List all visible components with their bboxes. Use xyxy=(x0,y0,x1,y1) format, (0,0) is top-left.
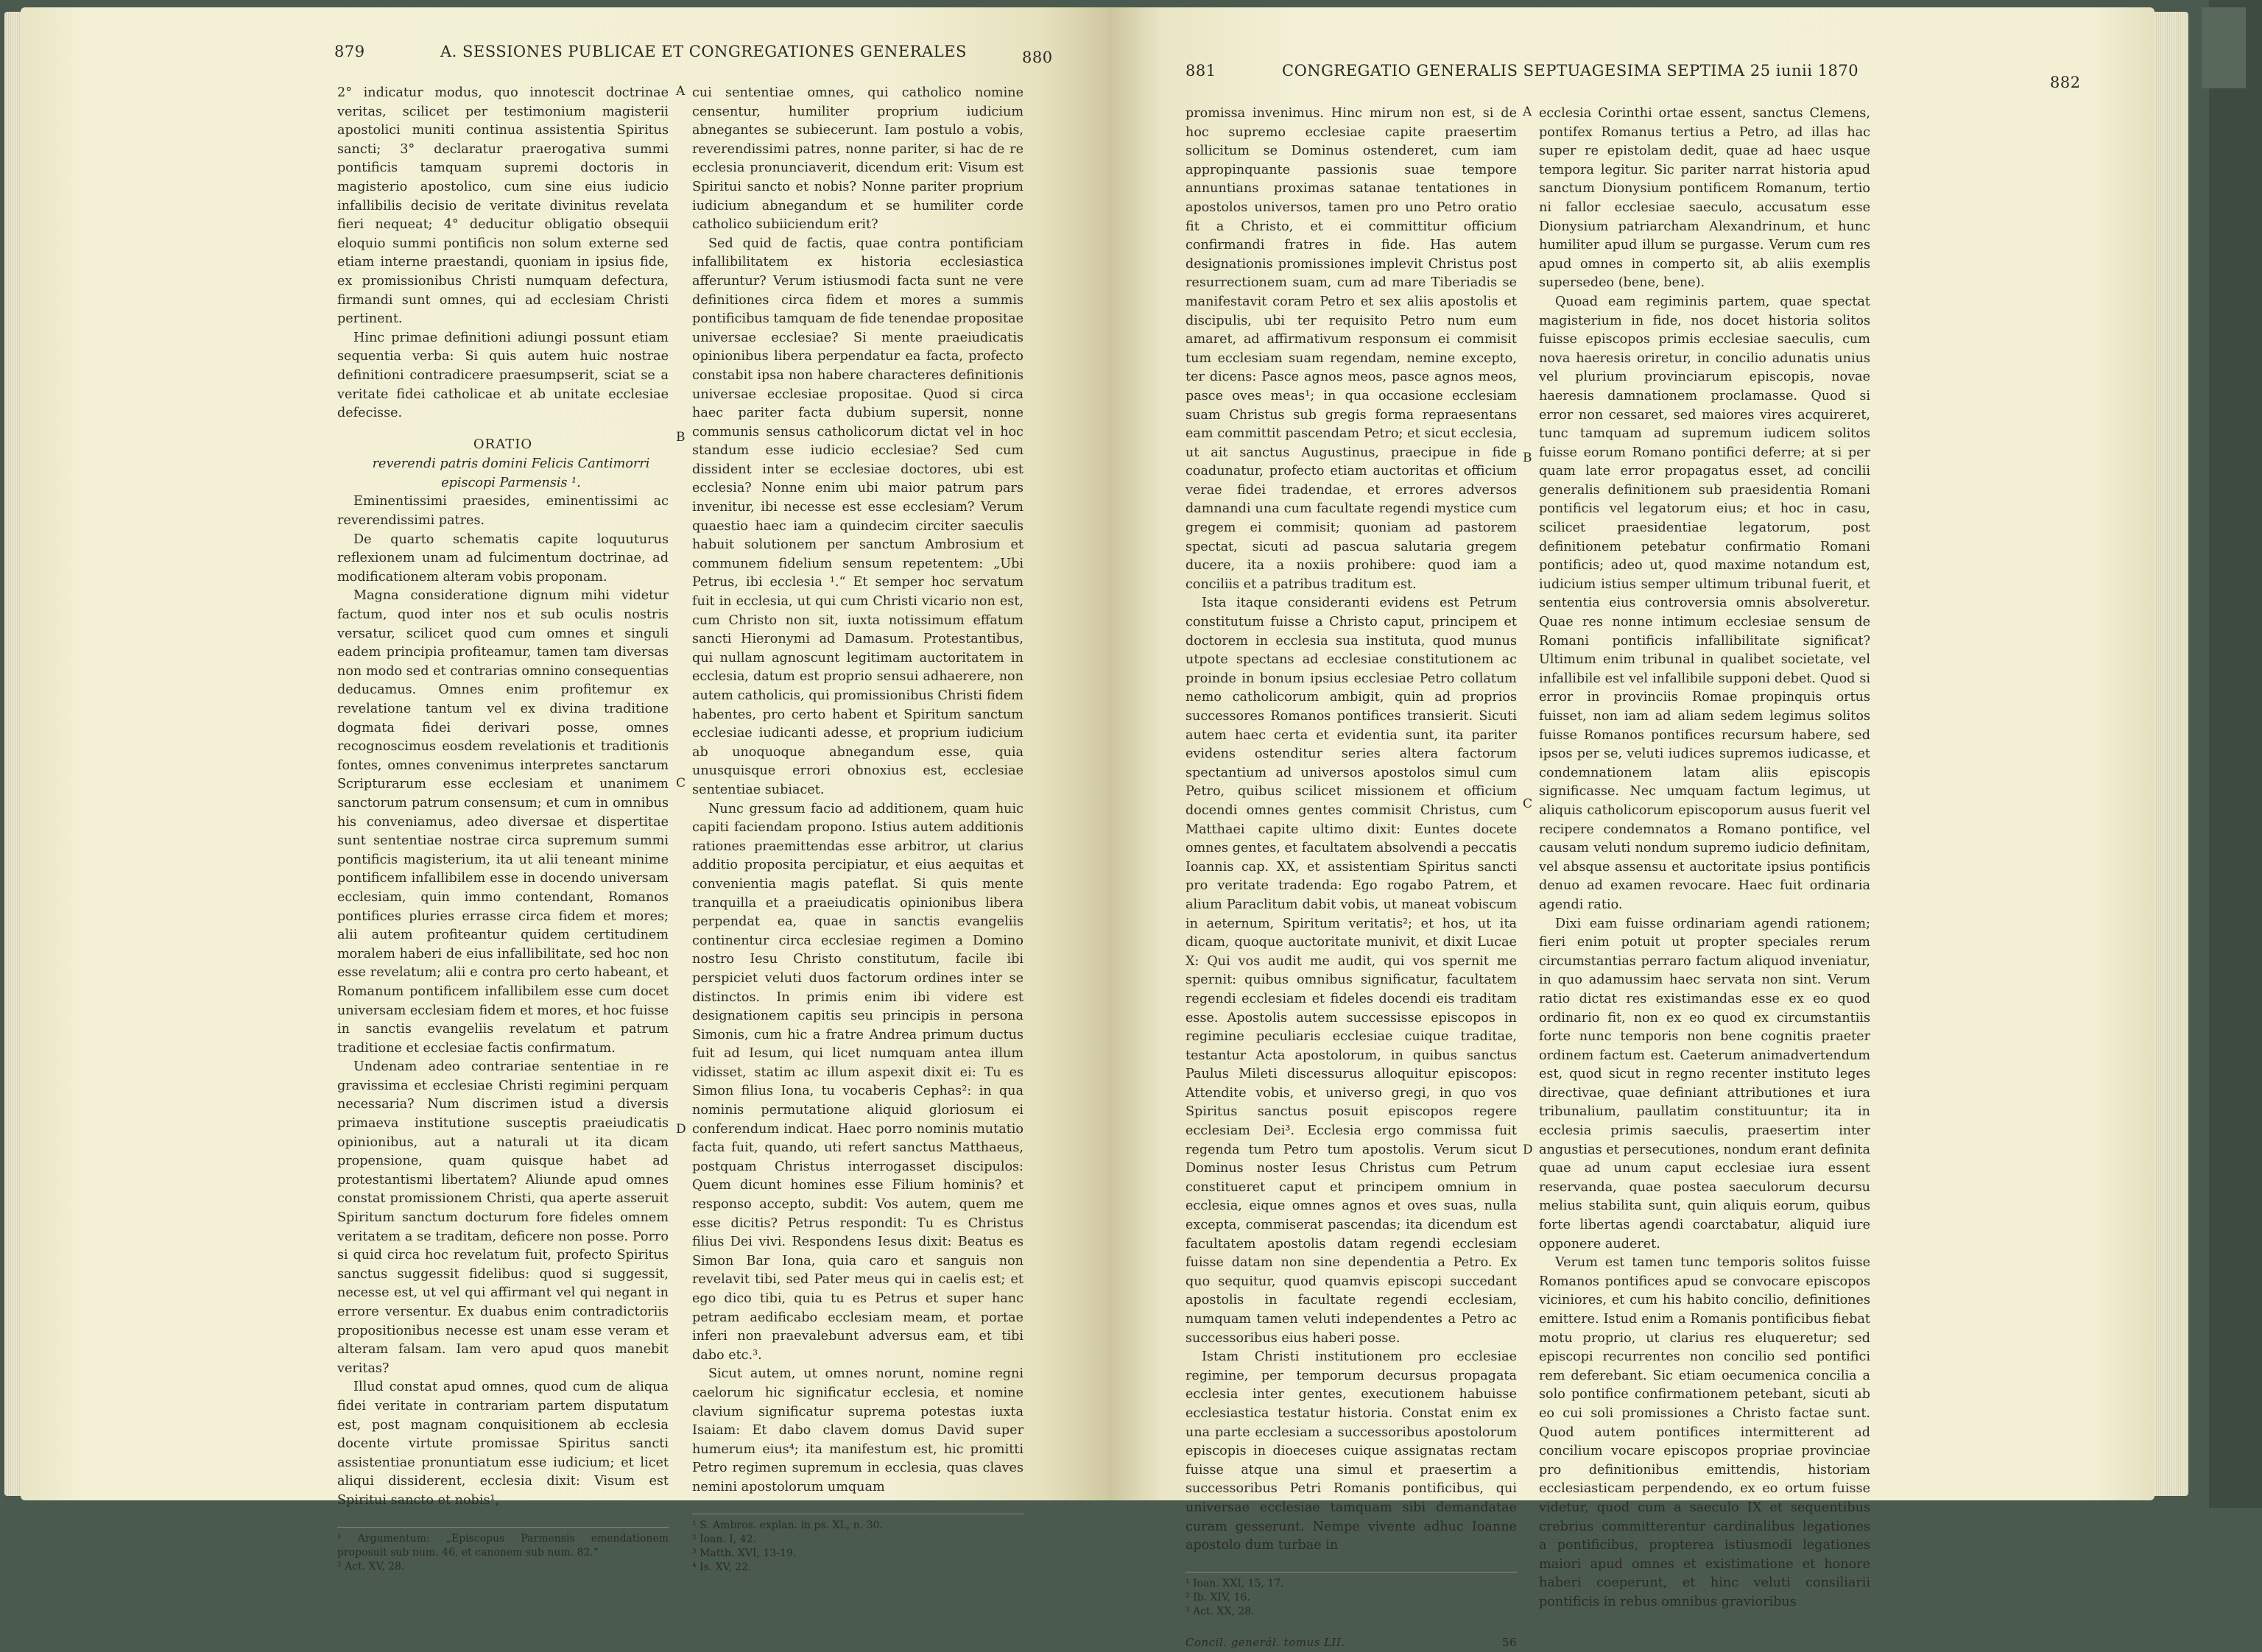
paragraph: Undenam adeo contrariae sententiae in re gravissima et ecclesiae Christi regimini perquam necessaria? Num discrimen istud a diversis primaeva institutione susceptis praeiudicatis opinionibus, aut a naturali ut ita dicam propensione, quam quisque habet ad protestantismi libertatem? Aliunde apud omnes constat promissionem Christi, qua aperte asseruit Spiritum sanctum docturum fore fideles omnem veritatem a se traditam, deficere non posse. Porro si quid circa hoc revelatum fuit, profecto Spiritus sanctus suggessit fidelibus: quod si suggessit, necesse est, ut vel qui affirmant vel qui negant in errore versentur. Ex duabus enim contradictoriis propositionibus necesse est unam esse veram et alteram falsam. Iam vero apud quos manebit veritas? xyxy=(337,1059,669,1376)
paragraph: Verum est tamen tunc temporis solitos fuisse Romanos pontifices apud se convocare episcopos viciniores, et cum his habito concilio, definitiones emittere. Istud enim a Romanis pontificibus fiebat motu proprio, ut clarius res eluqueretur; sed episcopi recurrentes non concilio sed pontifici rem deferebant. Sic etiam oecumenica concilia a solo pontifice confirmationem petebant, sicuti ab eo cui soli promissiones a Christo factae sunt. Quod autem pontifices intermitterent ad concilium vocare episcopos propriae provinciae pro definitionibus emittendis, historiam ecclesiasticam perpendendo, ex eo ortum fuisse videtur, quod cum a saeculo IX et sequentibus crebrius committerentur cardinalibus legationes a pontificibus, propterea istiusmodi legationes maiori apud omnes et existimatione et honore haberi coeperunt, et hinc veluti consiliarii pontificis in rebus omnibus gravioribus xyxy=(1539,1255,1870,1609)
signature-number: 56 xyxy=(1501,1635,1517,1649)
right-page xyxy=(1109,7,2154,1649)
left-page-column-1 xyxy=(337,84,669,1574)
paragraph: promissa invenimus. Hinc mirum non est, si de hoc supremo ecclesiae capite praesertim sollicitum se Dominus ostenderet, cum iam appropinquante passionis suae tempore annuntians proximas satanae tentationes in apostolos universos, tamen pro uno Petro oratio fit a Christo, et ei committitur officium confirmandi fratres in fide. Has autem designationis promissiones implevit Christus post resurrectionem suam, cum ad mare Tiberiadis se manifestavit coram Petro et sex aliis apostolis et discipulis, ubi ter requisito Petro num eum amaret, ad affirmativum responsum ei commisit tum ecclesiam suam regendam, nemine excepto, ter dicens: Pasce agnos meos, pasce agnos meos, pasce oves meas¹; in qua occasione ecclesiam suam Christus sub gregis forma repraesentans eam committit pascendam Petro; et sicut ecclesia, ut ait sanctus Augustinus, praecipue in fide coadunatur, profecto etiam auctoritas et officium verae fidei tradendae, et errores adversos damnandi una cum facultate regendi mystice cum gregem ei commisit; quoniam ad pastorem spectat, sicuti ad pascua salutaria gregem ducere, ita a noxiis prohibere: quod iam a conciliis et a patribus traditum est. xyxy=(1185,106,1517,592)
footnote: ³ Act. XX, 28. xyxy=(1185,1605,1255,1617)
margin-marker-a: A xyxy=(1523,105,1532,119)
paragraph: Sed quid de factis, quae contra pontificiam infallibilitatem ex historia ecclesiastica afferuntur? Verum istiusmodi facta sunt ne vere definitiones circa fidem et mores a summis pontificibus tamquam de fide tenendae propositae universae ecclesiae? Si mente praeiudicatis opinionibus libera perpendatur ea facta, profecto constabit ipsa non habere characteres definitionis universae ecclesiae propositae. Quod si circa haec pariter facta dubium supersit, nonne communis sensus catholicorum dictat vel in hoc standum esse iudicio ecclesiae? Sed cum dissident inter se ecclesiae doctores, ubi est ecclesia? Nonne enim ubi maior patrum pars invenitur, ibi necesse est esse ecclesiam? Verum quaestio haec iam a quindecim circiter saeculis habuit solutionem per sanctum Ambrosium et communem fidelium sensum repetentem: „Ubi Petrus, ibi ecclesia ¹.“ Et semper hoc servatum fuit in ecclesia, ut qui cum Christi vicario non est, cum Christo non sit, iuxta notissimum effatum sancti Hieronymi ad Damasum. Protestantibus, qui nullam agnoscunt legitimam auctoritatem in ecclesia, datum est proprio sensui adhaerere, non autem catholicis, qui promissionibus Christi fidem habentes, pro certo habent et Spiritum sanctum ecclesiae iudicanti adesse, et proprium iudicium ab unoquoque abnegandum esse, quia unusquisque errori obnoxius est, ecclesiae sententiae subiacet. xyxy=(692,236,1023,797)
footnotes xyxy=(1185,1572,1517,1619)
volume-signature: Concil. generál. tomus LII. xyxy=(1185,1635,1345,1649)
page-number-879: 879 xyxy=(334,43,365,60)
paragraph: Magna consideratione dignum mihi videtur factum, quod inter nos et sub oculis nostris versatur, scilicet quod cum omnes et singuli eadem principia profiteamur, tamen tam diversas non modo sed et contrarias omnino consequentias deducamus. Omnes enim profitemur ex revelatione tantum vel ex divina traditione dogmata fidei derivari posse, omnes recognoscimus eosdem revelationis et traditionis fontes, omnes convenimus interpretes sanctarum Scripturarum esse ecclesiam et unanimem sanctorum patrum consensum; et cum in omnibus his conveniamus, adeo diversae et dispertitae sunt sententiae nostrae circa supremum summi pontificis magisterium, ita ut alii teneant minime pontificem infallibilem esse in docendo universam ecclesiam, quin immo contendant, Romanos pontifices pluries errasse circa fidem et mores; alii autem profiteantur quidem certitudinem moralem haberi de eius infallibilitate, sed hoc non esse revelatum; alii e contra pro certo habeant, et Romanum pontificem infallibilem esse cum docet universam ecclesiam fidem et mores, et hoc fuisse in sanctis evangeliis revelatum et patrum traditione et ecclesiae factis confirmatum. xyxy=(337,588,669,1056)
right-page-header xyxy=(1109,43,2154,91)
footnote: ² Act. XV, 28. xyxy=(337,1560,405,1572)
paragraph: Istam Christi institutionem pro ecclesiae regimine, per temporum decursus propagata ecclesia inter gentes, executionem habuisse ecclesiastica testatur historia. Constat enim ex una parte ecclesiam a successoribus apostolorum episcopis in dioeceses cuique assignatas rectam fuisse atque una simul et praesertim a successoribus Petri Romanis pontificibus, qui universae ecclesiae tamquam sibi demandatae curam gesserunt. Nempe vivente adhuc Ioanne apostolo dum turbae in xyxy=(1185,1349,1517,1553)
page-number-882: 882 xyxy=(2050,74,2081,91)
paragraph: Eminentissimi praesides, eminentissimi ac reverendissimi patres. xyxy=(337,494,669,529)
page-number-880: 880 xyxy=(1022,49,1053,66)
footnote: ⁴ Is. XV, 22. xyxy=(692,1561,752,1573)
margin-marker-d: D xyxy=(676,1122,686,1137)
margin-marker-c: C xyxy=(676,776,686,791)
section-subheading: reverendi patris domini Felicis Cantimorri xyxy=(372,456,650,472)
footnote: ² Ib. XIV, 16. xyxy=(1185,1591,1250,1603)
paragraph: 2° indicatur modus, quo innotescit doctrinae veritas, scilicet per testimonium magisterii apostolici muniti continua assistentia Spiritus sancti; 3° declaratur praerogativa summi pontificis tamquam supremi doctoris in magisterio apostolico, cum sine eius iudicio infallibilis decisio de veritate divinitus revelata fieri nequeat; 4° deducitur obligatio obsequii eloquio summi pontificis non solum externe sed etiam interne praestandi, quoniam in ipsius fide, ex promissionibus Christi numquam defectura, firmandi sunt omnes, qui ad ecclesiam Christi pertinent. xyxy=(337,85,669,327)
running-title-left: A. SESSIONES PUBLICAE ET CONGREGATIONES GENERALES xyxy=(440,43,967,60)
left-page-column-2 xyxy=(692,84,1023,1575)
paragraph: Sicut autem, ut omnes norunt, nomine regni caelorum hic significatur ecclesia, et nomine clavium significatur suprema potestas iuxta Isaiam: Et dabo clavem domus David super humerum eius⁴; ita manifestum est, hic promitti Petro regimen supremum in ecclesia, quas claves nemini apostolorum umquam xyxy=(692,1366,1023,1494)
footnotes xyxy=(337,1527,669,1574)
running-title-right: CONGREGATIO GENERALIS SEPTUAGESIMA SEPTIMA 25 iunii 1870 xyxy=(1282,62,1859,80)
page-edges-left xyxy=(4,12,22,1496)
paragraph: Illud constat apud omnes, quod cum de aliqua fidei veritate in contrariam partem disputatum est, post magnam conquisitionem ab ecclesia docente virtute promissae Spiritus sancti assistentiae pronuntiatum esse iudicium; et licet aliqui dissiderent, ecclesia dixit: Visum est Spiritui sancto et nobis¹, xyxy=(337,1380,669,1508)
footnote: ¹ Ioan. XXI, 15, 17. xyxy=(1185,1577,1284,1589)
margin-marker-b: B xyxy=(676,430,686,445)
footnote: ¹ S. Ambros. explan. in ps. XL, n. 30. xyxy=(692,1519,883,1531)
background-strip xyxy=(2209,0,2262,1508)
paragraph: Nunc gressum facio ad additionem, quam huic capiti faciendam propono. Istius autem additionis rationes praemittendas esse arbitror, ut clarius additio proposita percipiatur, et eius aequitas et convenientia magis pateflat. Si quis mente tranquilla et a praeiudicatis opinionibus libera perpendat ea, quae in sanctis evangeliis continentur circa ecclesiae regimen a Domino nostro Iesu Christo constitutum, facile ibi perspiciet veluti duos factorum ordines inter se distinctos. In primis enim ibi videre est designationem capitis seu principis in persona Simonis, cum hic a fratre Andrea primum ductus fuit ad Iesum, qui licet numquam antea illum vidisset, statim ac illum aspexit dixit ei: Tu es Simon filius Iona, tu vocaberis Cephas²: in qua nominis permutatione aliquid gloriosum ei conferendum indicat. Haec porro nominis mutatio facta fuit, quando, uti refert sanctus Matthaeus, postquam Christus interrogasset discipulos: Quem dicunt homines esse Filium hominis? et responso accepto, subdit: Vos autem, quem me esse dicitis? Petrus respondit: Tu es Christus filius Dei vivi. Respondens Iesus dixit: Beatus es Simon Bar Iona, quia caro et sanguis non revelavit tibi, sed Pater meus qui in caelis est; et ego dico tibi, quia tu es Petrus et super hanc petram aedificabo ecclesiam meam, et portae inferi non praevalebunt adversus eam, et tibi dabo etc.³. xyxy=(692,801,1023,1363)
left-page-header xyxy=(21,43,1109,72)
paragraph: Hinc primae definitioni adiungi possunt etiam sequentia verba: Si quis autem huic nostrae definitioni contradicere praesumpserit, sciat se a veritate fidei catholicae et ab unitate ecclesiae defecisse. xyxy=(337,330,669,421)
paragraph: Quoad eam regiminis partem, quae spectat magisterium in fide, nos docet historia solitos fuisse episcopos primis ecclesiae saeculis, cum nova haeresis oriretur, in concilio adunatis unius vel plurium provinciarum episcopis, novae haeresis damnationem proclamasse. Quod si error non cessaret, sed maiores vires acquireret, tunc tamquam ad supremum iudicem solitos fuisse eorum Romano pontifici deferre; at si per quam late error propagatus esset, ad concilii generalis definitionem sub praesidentia Romani pontificis vel legatorum eius; et hoc in casu, scilicet praesidentiae legatorum, post definitionem petebatur confirmatio Romani pontificis; adeo ut, quod maxime notandum est, iudicium istius semper ultimum tribunal fuerit, et sententia eius controversia omnis absolveretur. Quae res nonne intimum ecclesiae sensum de Romani pontificis infallibilitate significat? Ultimum enim tribunal in qualibet societate, vel infallibile est vel infallibile supponi debet. Quod si error in provinciis Romae propinquis ortus fuisset, non iam ad aliam sedem legimus solitos fuisse Romanos pontifices recursum habere, sed ipsos per se, veluti iudices supremos iudicasse, et condemnationem latam aliis episcopis significasse. Nec umquam factum legimus, ut aliquis catholicorum episcoporum ausus fuerit vel recipere condemnatos a Romano pontifice, vel causam veluti nondum supremo iudicio definitam, vel absque assensu et auctoritate ipsius pontificis denuo ad examen revocare. Haec fuit ordinaria agendi ratio. xyxy=(1539,294,1870,912)
footnote: ¹ Argumentum: „Episcopus Parmensis emendationem proposuit sub num. 46, et canonem sub num. 82.“ xyxy=(337,1532,669,1559)
left-page xyxy=(21,7,1109,1573)
section-subheading: episcopi Parmensis ¹. xyxy=(441,475,581,490)
page-edges-right xyxy=(2154,12,2188,1496)
page-number-881: 881 xyxy=(1185,62,1216,80)
paragraph: ecclesia Corinthi ortae essent, sanctus Clemens, pontifex Romanus tertius a Petro, ad illas hac super re epistolam dedit, quae ad haec usque tempora legitur. Sic pariter narrat historia apud sanctum Dionysium pontificem Romanum, tertio ni fallor ecclesiae saeculo, accusatum esse Dionysium patriarcham Alexandrinum, et hunc humiliter apud illum se purgasse. Verum cum res apud omnes in comperto sit, ab aliis exemplis supersedeo (bene, bene). xyxy=(1539,106,1870,291)
paragraph: De quarto schematis capite loquuturus reflexionem unam ad fulcimentum doctrinae, ad modificationem alteram vobis proponam. xyxy=(337,532,669,585)
right-page-column-2 xyxy=(1539,105,1870,1612)
footnotes xyxy=(692,1514,1023,1575)
margin-marker-b: B xyxy=(1523,451,1532,465)
footnote: ³ Matth. XVI, 13-19. xyxy=(692,1547,797,1559)
margin-marker-c: C xyxy=(1523,797,1533,811)
margin-marker-a: A xyxy=(676,84,686,99)
paragraph: Dixi eam fuisse ordinariam agendi rationem; fieri enim potuit ut propter speciales rerum circumstantias perraro factum aliquod inveniatur, in quo adamussim haec servata non sint. Verum ratio dictat res existimandas esse ex eo quod ordinario fit, non ex eo quod ex circumstantiis forte nunc temporis non bene cognitis praeter ordinem factum est. Caeterum animadvertendum est, quod sicut in regno recenter instituto leges directivae, quae definiant attributiones et iura tribunalium, paullatim constituuntur; ita in ecclesia primis saeculis, praesertim inter angustias et persecutiones, nondum erant definita quae ad unum caput ecclesiae iura essent reservanda, quae postea saeculorum decursu melius stabilita sunt, quin aliquis eorum, quibus forte libertas agendi coarctabatur, aliquid iure opponere auderet. xyxy=(1539,916,1870,1252)
scan-ruler-tab xyxy=(2202,7,2246,88)
margin-marker-d: D xyxy=(1523,1143,1533,1157)
section-heading: ORATIO xyxy=(473,436,533,452)
paragraph: Ista itaque consideranti evidens est Petrum constitutum fuisse a Christo caput, principem et doctorem in ecclesia sua instituta, quod munus utpote spectans ad ecclesiae constitutionem ac proinde in bonum ipsius ecclesiae Petro collatum nemo catholicorum ambigit, quin ad proprios successores Romanos pontifices transierit. Sicuti autem haec certa et evidentia sunt, ita pariter evidens ostenditur series altera factorum spectantium ad universos apostolos simul cum Petro, quibus scilicet missionem et officium docendi omnes gentes commisit Christus, cum Matthaei capite ultimo dixit: Euntes docete omnes gentes, et facultatem absolvendi a peccatis Ioannis cap. XX, et assistentiam Spiritus sancti pro veritate tradenda: Ego rogabo Patrem, et alium Paraclitum dabit vobis, ut maneat vobiscum in aeternum, Spiritum veritatis²; et hos, ut ita dicam, quoque auctoritate munivit, et dixit Lucae X: Qui vos audit me audit, qui vos spernit me spernit: quibus omnibus significatur, facultatem regendi ecclesiam et fideles docendi eis traditam esse. Apostolis autem successisse episcopos in regimine peculiaris ecclesiae cuique traditae, testantur Acta apostolorum, in quibus sanctus Paulus Mileti discessurus alloquitur episcopos: Attendite vobis, et universo gregi, in quo vos Spiritus sanctus posuit episcopos regere ecclesiam Dei³. Ecclesia ergo commissa fuit regenda tum Petro tum apostolis. Verum sicut Dominus noster Iesus Christus cum Petrum constitueret caput et principem omnium in ecclesia, eique omnes agnos et oves suas, nulla excepta, commiserat pascendas; ita dicendum est facultatem apostolis datam regendi ecclesiam fuisse datam non sine dependentia a Petro. Ex quo sequitur, quod quamvis episcopi succedant apostolis in facultate regendi ecclesiam, numquam tamen veluti independentes a Petro ac successoribus eius haberi posse. xyxy=(1185,596,1517,1346)
signature-line xyxy=(1185,1634,1517,1652)
paragraph: cui sententiae omnes, qui catholico nomine censentur, humiliter proprium iudicium abnegantes se subiecerunt. Iam postulo a vobis, reverendissimi patres, nonne pariter, si hac de re ecclesia pronunciaverit, dicendum erit: Visum est Spiritui sancto et nobis? Nonne pariter proprium iudicium abnegandum et se humiliter corde catholico subiiciendum erit? xyxy=(692,85,1023,233)
footnote: ² Ioan. I, 42. xyxy=(692,1533,756,1545)
right-page-column-1 xyxy=(1185,105,1517,1652)
